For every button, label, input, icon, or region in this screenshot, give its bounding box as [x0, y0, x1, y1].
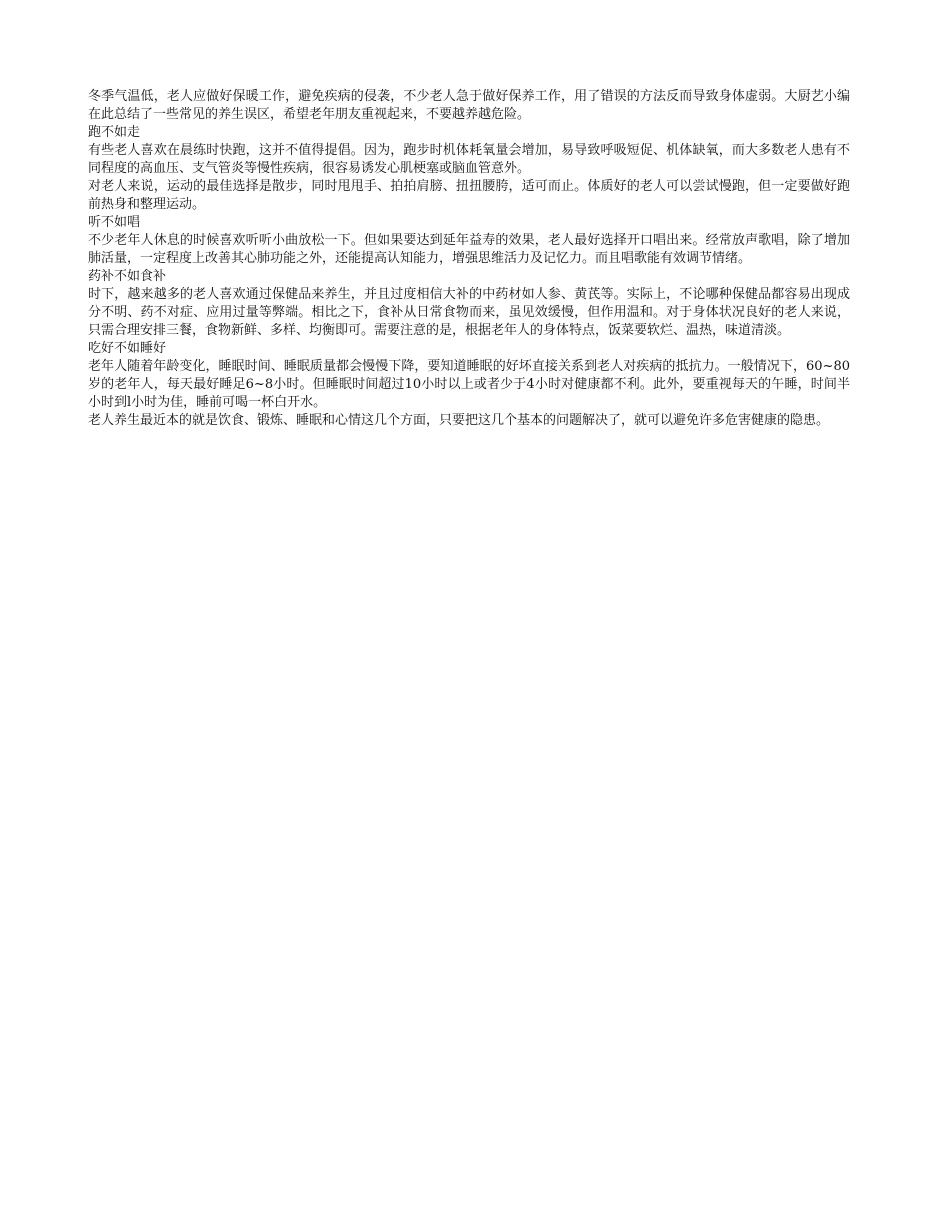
- sing-paragraph: 不少老年人休息的时候喜欢听听小曲放松一下。但如果要达到延年益寿的效果，老人最好选择开口唱出来。经常放声歌唱，除了增加肺活量，一定程度上改善其心肺功能之外，还能提高认知能力，增强思维活力及记忆力。而且唱歌能有效调节情绪。: [88, 233, 850, 266]
- run-paragraph-2: 对老人来说，运动的最佳选择是散步，同时甩甩手、拍拍肩膀、扭扭腰胯，适可而止。体质好的老人可以尝试慢跑，但一定要做好跑前热身和整理运动。: [88, 179, 850, 212]
- intro-paragraph: 冬季气温低，老人应做好保暖工作，避免疾病的侵袭，不少老人急于做好保养工作，用了错误的方法反而导致身体虚弱。大厨艺小编在此总结了一些常见的养生误区，希望老年朋友重视起来，不要越养越危险。: [88, 89, 850, 122]
- article-body: [88, 88, 850, 430]
- section-heading-run: 跑不如走: [88, 125, 141, 140]
- conclusion-paragraph: 老人养生最近本的就是饮食、锻炼、睡眠和心情这几个方面，只要把这几个基本的问题解决了，就可以避免许多危害健康的隐患。: [88, 413, 830, 428]
- food-paragraph: 时下，越来越多的老人喜欢通过保健品来养生，并且过度相信大补的中药材如人参、黄芪等。实际上，不论哪种保健品都容易出现成分不明、药不对症、应用过量等弊端。相比之下，食补从日常食物而来，虽见效缓慢，但作用温和。对于身体状况良好的老人来说，只需合理安排三餐，食物新鲜、多样、均衡即可。需要注意的是，根据老年人的身体特点，饭菜要软烂、温热，味道清淡。: [88, 287, 850, 338]
- section-heading-sing: 听不如唱: [88, 215, 141, 230]
- section-heading-food: 药补不如食补: [88, 269, 167, 284]
- run-paragraph-1: 有些老人喜欢在晨练时快跑，这并不值得提倡。因为，跑步时机体耗氧量会增加，易导致呼吸短促、机体缺氧，而大多数老人患有不同程度的高血压、支气管炎等慢性疾病，很容易诱发心肌梗塞或脑血管意外。: [88, 143, 850, 176]
- sleep-paragraph: 老年人随着年龄变化，睡眠时间、睡眠质量都会慢慢下降，要知道睡眠的好坏直接关系到老人对疾病的抵抗力。一般情况下，60~80岁的老年人，每天最好睡足6~8小时。但睡眠时间超过10小时以上或者少于4小时对健康都不利。此外，要重视每天的午睡，时间半小时到l小时为佳，睡前可喝一杯白开水。: [88, 359, 850, 410]
- section-heading-sleep: 吃好不如睡好: [88, 341, 167, 356]
